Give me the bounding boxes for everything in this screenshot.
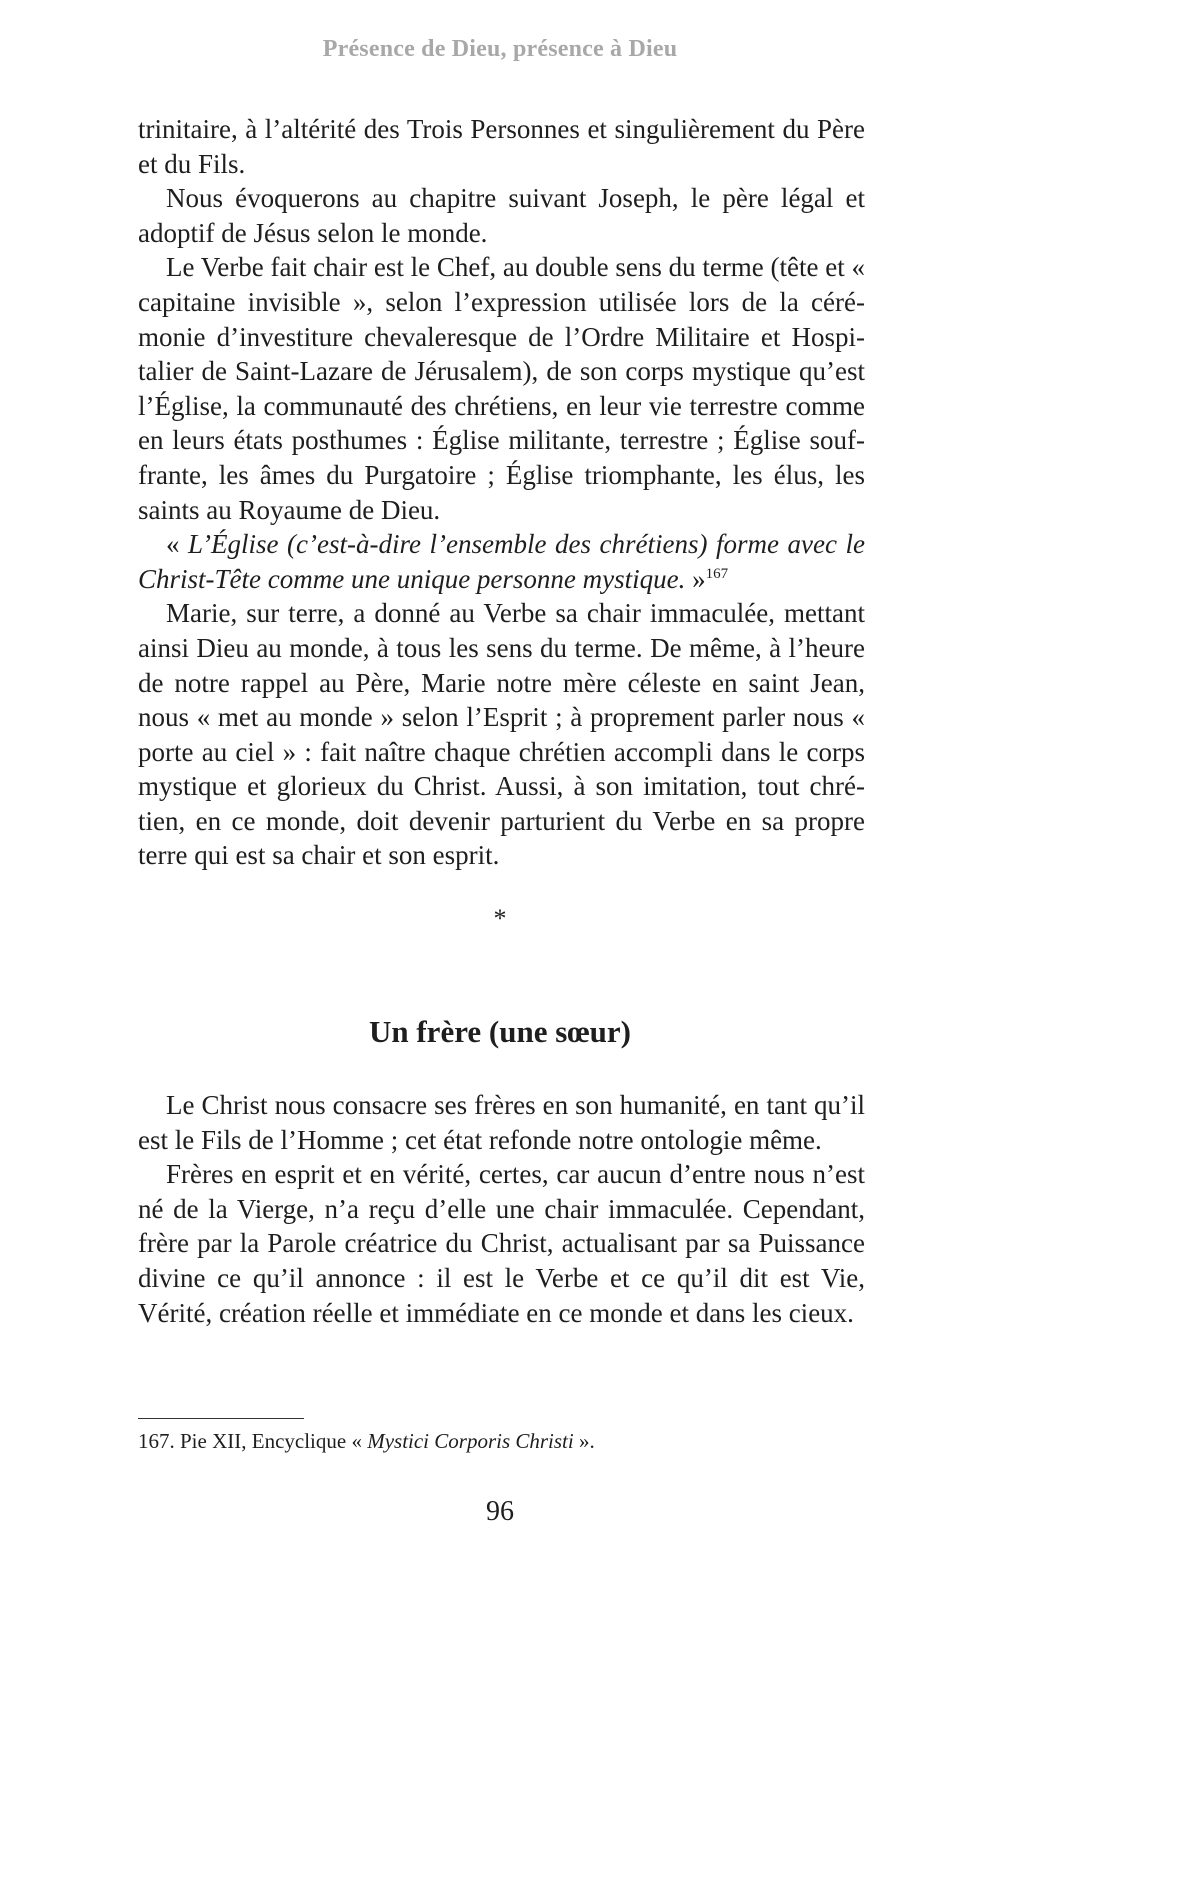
section-title: Un frère (une sœur) — [368, 1014, 632, 1049]
paragraph: Marie, sur terre, a donné au Verbe sa chair immaculée, mettant ainsi Dieu au monde, à tous les sens du terme. De même, à l’heure de notre rappel au Père, Marie notre mère céleste en saint Jean, nous « met au monde » selon l’Esprit ; à proprement parler nous « porte au ciel » : fait naître chaque chrétien accompli dans le corps mystique et glorieux du Christ. Aussi, à son imitation, tout chrétien, en ce monde, doit devenir parturient du Verbe en sa propre terre qui est sa chair et son esprit. — [138, 598, 865, 871]
section-break-asterisk: * — [493, 904, 507, 933]
paragraph: Le Christ nous consacre ses frères en son humanité, en tant qu’il est le Fils de l’Homme ; cet état refonde notre ontologie même. — [138, 1090, 865, 1155]
footnote-rule — [138, 1418, 304, 1419]
footnote-suffix: ». — [573, 1429, 595, 1453]
quote-open: « — [166, 529, 189, 560]
footnote — [138, 1428, 865, 1454]
footnote-prefix: 167. Pie XII, Encyclique « — [138, 1429, 368, 1453]
paragraph-continuation: trinitaire, à l’altérité des Trois Personnes et singulièrement du Père et du Fils. — [138, 114, 865, 179]
quote-text: L’Église (c’est-à-dire l’ensemble des chrétiens) forme avec le Christ-Tête comme une unique personne mystique. — [138, 529, 865, 594]
body-text-lower — [138, 1088, 865, 1330]
quotation-paragraph — [138, 527, 865, 596]
quote-close: » — [685, 563, 706, 594]
page-number: 96 — [486, 1496, 514, 1527]
running-head: Présence de Dieu, présence à Dieu — [322, 36, 678, 62]
paragraph: Nous évoquerons au chapitre suivant Joseph, le père légal et adoptif de Jésus selon le monde. — [138, 183, 865, 248]
footnote-reference: 167 — [705, 565, 729, 582]
paragraph: Frères en esprit et en vérité, certes, car aucun d’entre nous n’est né de la Vierge, n’a reçu d’elle une chair immaculée. Cependant, frère par la Parole créatrice du Christ, actualisant par sa Puissance divine ce qu’il annonce : il est le Verbe et ce qu’il dit est Vie, Vérité, création réelle et immédiate en ce monde et dans les cieux. — [138, 1159, 865, 1328]
body-text-upper — [138, 112, 865, 873]
footnote-title: Mystici Corporis Christi — [367, 1429, 574, 1453]
paragraph: Le Verbe fait chair est le Chef, au double sens du terme (tête et « capitaine invisible », selon l’expression utilisée lors de la cérémonie d’investiture chevaleresque de l’Ordre Militaire et Hospitalier de Saint-Lazare de Jérusalem), de son corps mystique qu’est l’Église, la communauté des chrétiens, en leur vie terrestre comme en leurs états posthumes : Église militante, terrestre ; Église souffrante, les âmes du Purgatoire ; Église triomphante, les élus, les saints au Royaume de Dieu. — [138, 252, 865, 525]
